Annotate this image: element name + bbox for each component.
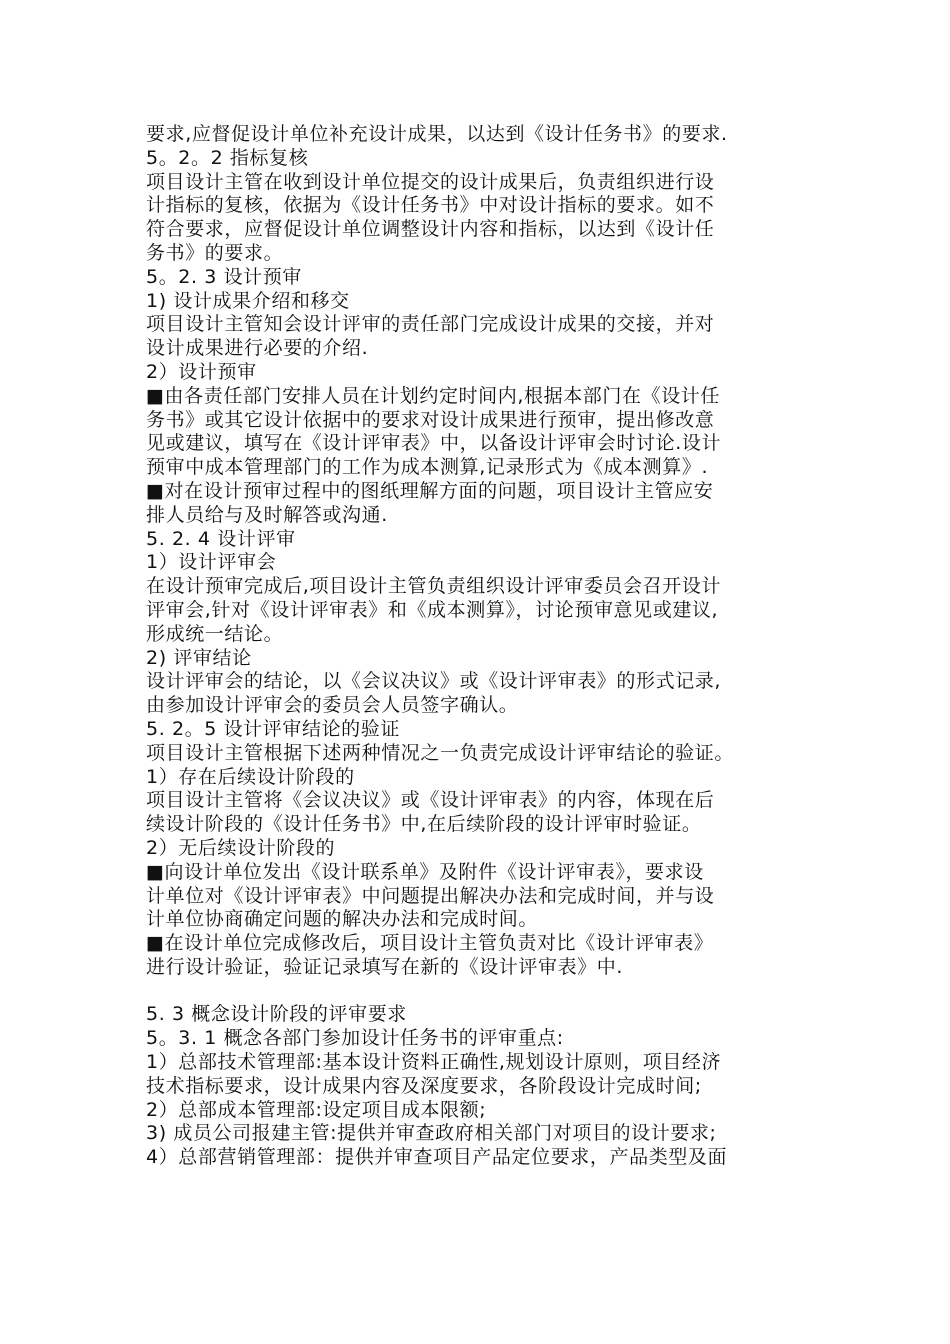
text-line: 项目设计主管在收到设计单位提交的设计成果后，负责组织进行设 [146, 170, 715, 193]
text-line: 形成统一结论。 [146, 622, 284, 645]
text-line: 设计评审会的结论，以《会议决议》或《设计评审表》的形式记录, [146, 670, 722, 693]
text-line: 计单位对《设计评审表》中问题提出解决办法和完成时间，并与设 [146, 884, 715, 907]
bullet-line: ■对在设计预审过程中的图纸理解方面的问题，项目设计主管应安 [146, 479, 714, 502]
text-line: 评审会,针对《设计评审表》和《成本测算》，讨论预审意见或建议, [146, 598, 719, 621]
text-line: 项目设计主管根据下述两种情况之一负责完成设计评审结论的验证。 [146, 741, 735, 764]
text-line: 预审中成本管理部门的工作为成本测算,记录形式为《成本测算》. [146, 456, 709, 479]
text-line: 符合要求，应督促设计单位调整设计内容和指标，以达到《设计任 [146, 218, 715, 241]
text-line: 务书》的要求。 [146, 241, 284, 264]
section-heading: 5。2. 3 设计预审 [146, 265, 302, 288]
subsection-heading: 1）存在后续设计阶段的 [146, 765, 355, 788]
section-heading: 5。3. 1 概念各部门参加设计任务书的评审重点: [146, 1027, 564, 1050]
text-line: 进行设计验证，验证记录填写在新的《设计评审表》中. [146, 955, 624, 978]
text-line: 要求,应督促设计单位补充设计成果，以达到《设计任务书》的要求. [146, 123, 728, 145]
list-item: 2）总部成本管理部:设定项目成本限额; [146, 1098, 487, 1121]
text-line: 由参加设计评审会的委员会人员签字确认。 [146, 694, 519, 717]
document-body [146, 123, 826, 1170]
bullet-line: ■由各责任部门安排人员在计划约定时间内,根据本部门在《设计任 [146, 384, 720, 407]
text-line: 设计成果进行必要的介绍. [146, 337, 369, 360]
list-item: 3) 成员公司报建主管:提供并审查政府相关部门对项目的设计要求; [146, 1122, 717, 1145]
text-line: 项目设计主管知会设计评审的责任部门完成设计成果的交接，并对 [146, 313, 715, 336]
subsection-heading: 1) 设计成果介绍和移交 [146, 289, 350, 312]
text-line: 续设计阶段的《设计任务书》中,在后续阶段的设计评审时验证。 [146, 813, 702, 836]
section-heading: 5. 2。5 设计评审结论的验证 [146, 717, 400, 740]
list-item: 4）总部营销管理部：提供并审查项目产品定位要求，产品类型及面 [146, 1146, 728, 1169]
subsection-heading: 1）设计评审会 [146, 551, 277, 574]
subsection-heading: 2）无后续设计阶段的 [146, 836, 336, 859]
text-line: 务书》或其它设计依据中的要求对设计成果进行预审，提出修改意 [146, 408, 715, 431]
text-line: 技术指标要求，设计成果内容及深度要求，各阶段设计完成时间; [146, 1074, 702, 1097]
section-heading: 5. 3 概念设计阶段的评审要求 [146, 1003, 407, 1026]
blank-line [146, 980, 826, 1004]
subsection-heading: 2) 评审结论 [146, 646, 252, 669]
list-item: 1）总部技术管理部:基本设计资料正确性,规划设计原则，项目经济 [146, 1051, 722, 1074]
subsection-heading: 2）设计预审 [146, 360, 257, 383]
bullet-line: ■向设计单位发出《设计联系单》及附件《设计评审表》，要求设 [146, 860, 704, 883]
bullet-line: ■在设计单位完成修改后，项目设计主管负责对比《设计评审表》 [146, 932, 714, 955]
section-heading: 5. 2. 4 设计评审 [146, 527, 296, 550]
text-line: 排人员给与及时解答或沟通. [146, 503, 388, 526]
text-line: 计指标的复核，依据为《设计任务书》中对设计指标的要求。如不 [146, 194, 715, 217]
text-line: 在设计预审完成后,项目设计主管负责组织设计评审委员会召开设计 [146, 575, 722, 598]
section-heading: 5。2。2 指标复核 [146, 146, 309, 169]
text-line: 见或建议，填写在《设计评审表》中，以备设计评审会时讨论.设计 [146, 432, 722, 455]
text-line: 计单位协商确定问题的解决办法和完成时间。 [146, 908, 539, 931]
text-line: 项目设计主管将《会议决议》或《设计评审表》的内容，体现在后 [146, 789, 715, 812]
